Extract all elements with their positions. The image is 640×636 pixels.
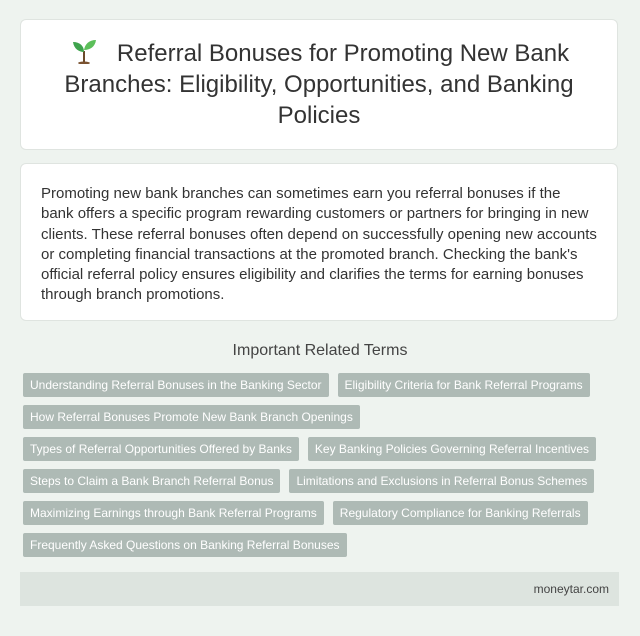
related-term-tag[interactable]: Steps to Claim a Bank Branch Referral Bonus [23,469,280,493]
related-term-tag[interactable]: How Referral Bonuses Promote New Bank Branch Openings [23,405,360,429]
title-card [20,19,618,150]
related-term-tag[interactable]: Eligibility Criteria for Bank Referral Programs [338,373,590,397]
description-card [20,163,618,321]
related-terms-list [23,373,613,557]
related-term-tag[interactable]: Understanding Referral Bonuses in the Banking Sector [23,373,329,397]
related-terms-heading: Important Related Terms [232,342,408,359]
related-term-tag[interactable]: Limitations and Exclusions in Referral Bonus Schemes [289,469,594,493]
related-term-tag[interactable]: Types of Referral Opportunities Offered by Banks [23,437,299,461]
related-term-tag[interactable]: Regulatory Compliance for Banking Referrals [333,501,588,525]
page-title [61,38,577,131]
related-term-tag[interactable]: Frequently Asked Questions on Banking Referral Bonuses [23,533,347,557]
description-text: Promoting new bank branches can sometimes earn you referral bonuses if the bank offers a specific program rewarding customers or partners for bringing in new clients. These referral bonuses often depend on successfully opening new accounts or completing financial transactions at the promoted branch. Checking the bank's official referral policy ensures eligibility and clarifies the terms for earning bonuses through branch promotions. [41,185,597,304]
related-term-tag[interactable]: Key Banking Policies Governing Referral Incentives [308,437,596,461]
footer-site-link[interactable]: moneytar.com [533,582,609,596]
footer [20,572,619,606]
sprout-icon [69,38,99,64]
page-title-text: Referral Bonuses for Promoting New Bank Branches: Eligibility, Opportunities, and Banking Policies [64,40,574,129]
related-term-tag[interactable]: Maximizing Earnings through Bank Referral Programs [23,501,324,525]
